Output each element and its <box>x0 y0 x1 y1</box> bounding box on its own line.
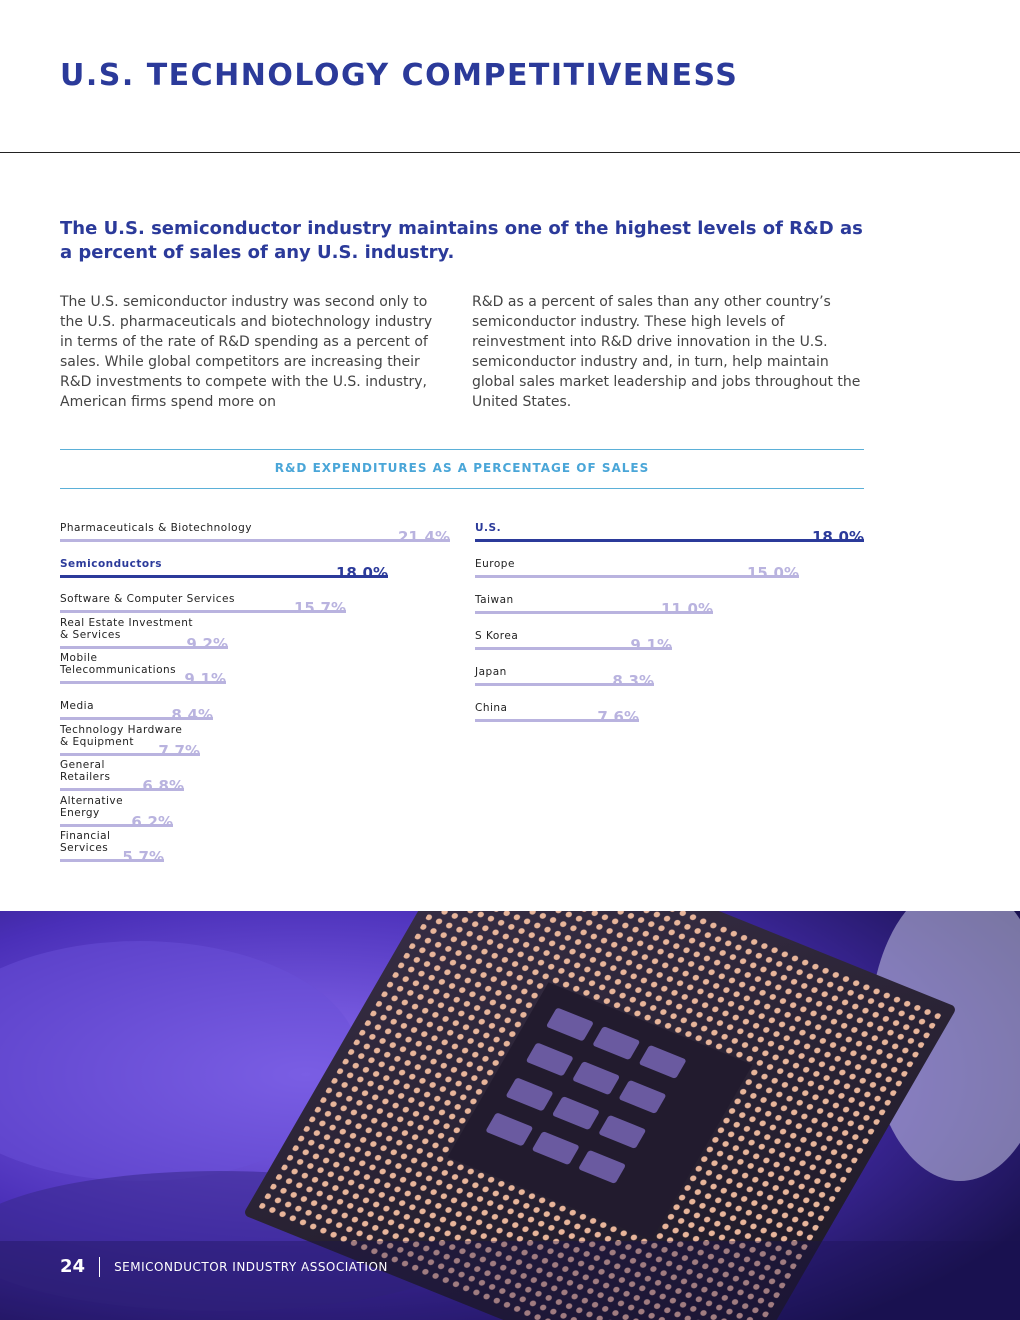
bar-row <box>60 720 450 760</box>
bar-row <box>60 826 450 866</box>
footer-organization: SEMICONDUCTOR INDUSTRY ASSOCIATION <box>114 1259 388 1274</box>
bar-value-label: 9.1% <box>630 636 672 654</box>
bar-value-label: 18.0% <box>335 564 388 582</box>
bar-value-label: 11.0% <box>660 600 713 618</box>
bar-category-label: Semiconductors <box>60 558 163 570</box>
bar-value-label: 8.4% <box>171 706 213 724</box>
bar-category-label: Media <box>60 700 95 712</box>
chart-title: R&D EXPENDITURES AS A PERCENTAGE OF SALES <box>274 461 650 475</box>
bar-row <box>60 577 450 617</box>
bar-row <box>475 578 864 618</box>
bar-category-label: Mobile Telecommunications <box>60 652 177 676</box>
bar-row <box>475 614 864 654</box>
footer-separator <box>99 1257 100 1277</box>
bar-value-label: 7.7% <box>158 742 200 760</box>
bar-category-label: General Retailers <box>60 759 111 783</box>
bar-row <box>475 650 864 690</box>
bar-value-label: 15.0% <box>746 564 799 582</box>
bar-row <box>60 684 450 724</box>
bar-row <box>60 506 450 546</box>
bar-row <box>60 791 450 831</box>
bar-row <box>475 506 864 546</box>
bar-category-label: Europe <box>475 558 515 570</box>
bar-value-label: 6.2% <box>131 813 173 831</box>
page-title: U.S. TECHNOLOGY COMPETITIVENESS <box>60 58 739 93</box>
page-footer <box>60 1256 388 1277</box>
page-number: 24 <box>60 1256 86 1277</box>
bar-value-label: 21.4% <box>397 528 450 546</box>
bar-value-label: 5.7% <box>122 848 164 866</box>
bar-value-label: 15.7% <box>293 599 346 617</box>
bar-row <box>475 686 864 726</box>
bar-row <box>60 542 450 582</box>
bar-row <box>60 613 450 653</box>
bar-category-label: China <box>475 702 508 714</box>
bar-value-label: 6.8% <box>142 777 184 795</box>
bar-value-label: 9.2% <box>186 635 228 653</box>
bar-category-label: Alternative Energy <box>60 795 124 819</box>
bar-category-label: Japan <box>475 666 507 678</box>
bar-category-label: Financial Services <box>60 830 111 854</box>
bar-category-label: Real Estate Investment & Services <box>60 617 194 641</box>
bar-category-label: U.S. <box>475 522 502 534</box>
bar-category-label: Software & Computer Services <box>60 593 235 605</box>
bar-row <box>60 648 450 688</box>
bar-category-label: Technology Hardware & Equipment <box>60 724 183 748</box>
body-paragraph-right: R&D as a percent of sales than any other country’s semiconductor industry. These high levels of reinvestment into R&D drive innovation in the U.S. semiconductor industry and, in turn, help maintain global sales market leadership and jobs throughout the United States. <box>472 294 861 410</box>
bar-category-label: Taiwan <box>475 594 514 606</box>
body-paragraph-left: The U.S. semiconductor industry was second only to the U.S. pharmaceuticals and biotechnology industry in terms of the rate of R&D spending as a percent of sales. While global competitors are increasing their R&D investments to compete with the U.S. industry, American firms spend more on <box>60 294 433 410</box>
bar-row <box>60 755 450 795</box>
bar-category-label: Pharmaceuticals & Biotechnology <box>60 522 252 534</box>
bar-row <box>475 542 864 582</box>
bar-value-label: 18.0% <box>811 528 864 546</box>
bar-value-label: 8.3% <box>612 672 654 690</box>
bar-value-label: 7.6% <box>597 708 639 726</box>
bar-category-label: S Korea <box>475 630 519 642</box>
bar-value-label: 9.1% <box>184 670 226 688</box>
section-headline: The U.S. semiconductor industry maintains one of the highest levels of R&D as a percent of sales of any U.S. industry. <box>60 218 863 263</box>
